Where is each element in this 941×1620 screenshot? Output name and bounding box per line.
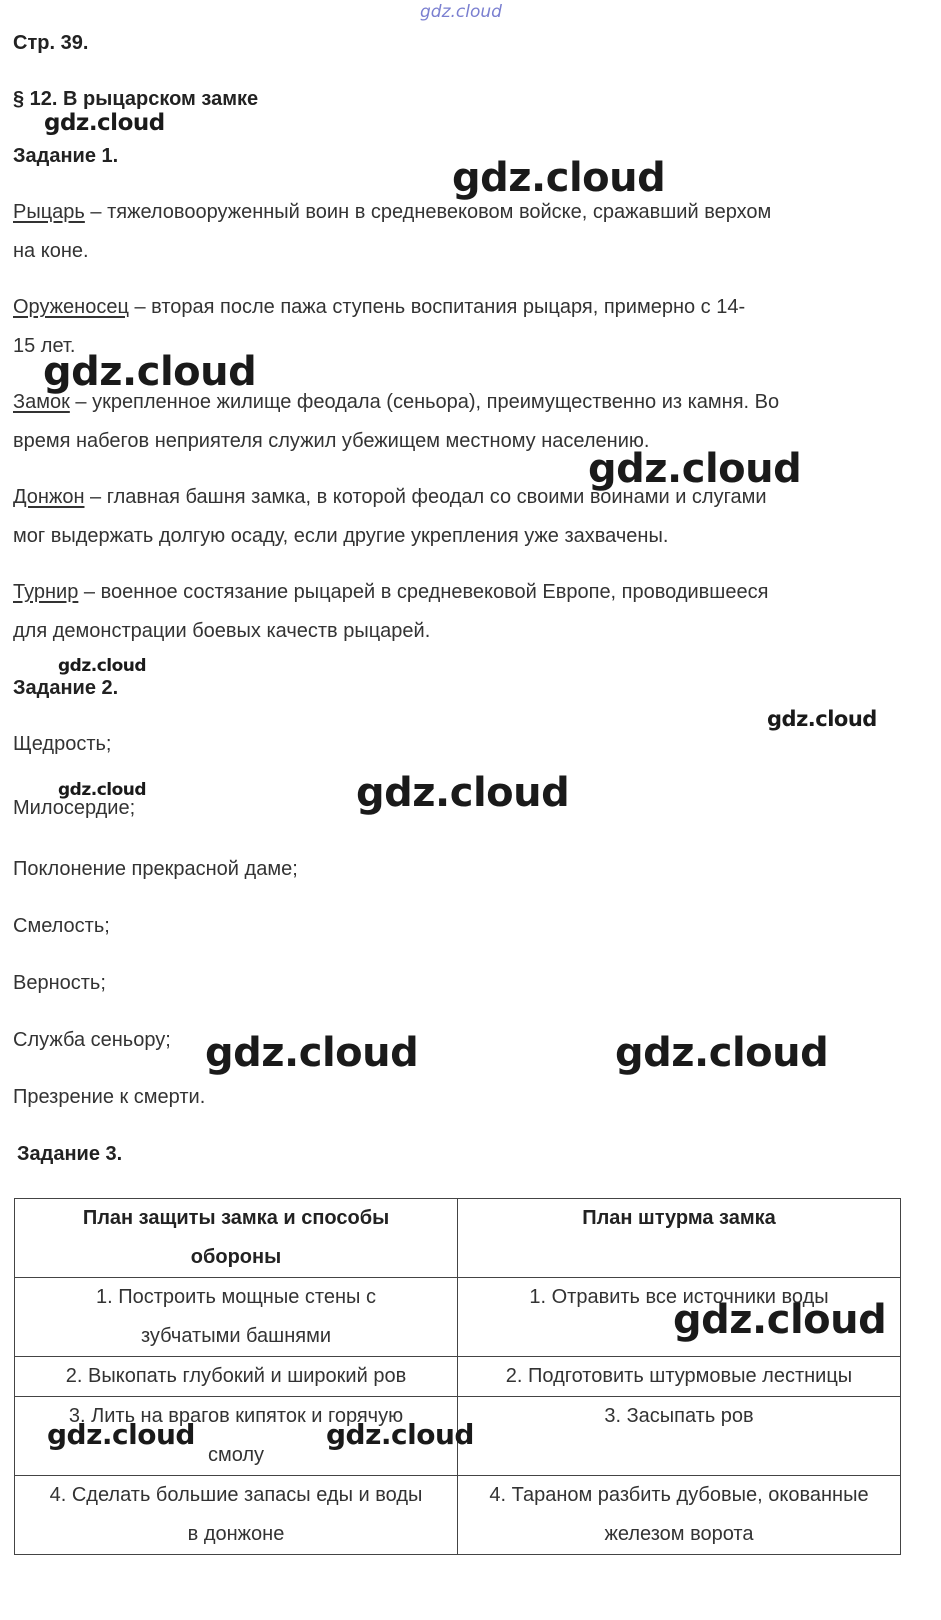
definition-knight [13,193,771,271]
definition-text-cont: мог выдержать долгую осаду, если другие укрепления уже захвачены. [13,525,669,547]
table-row [15,1476,901,1555]
watermark: gdz.cloud [205,1030,419,1076]
top-watermark: gdz.cloud [420,2,502,22]
cell-text: 1. Построить мощные стены с [96,1286,376,1308]
task2-title: Задание 2. [13,677,119,699]
list-item: Презрение к смерти. [13,1086,206,1108]
term: Турнир [13,581,79,603]
list-item: Милосердие; [13,797,136,819]
cell-text: смолу [207,1444,265,1466]
list-item: Служба сеньору; [13,1029,171,1051]
task3-title: Задание 3. [17,1143,123,1165]
definition-text: – военное состязание рыцарей в средневековой Европе, проводившееся [78,581,769,603]
watermark: gdz.cloud [767,707,877,731]
term: Рыцарь [13,201,85,223]
cell-text: 4. Тараном разбить дубовые, окованные [489,1484,869,1506]
watermark: gdz.cloud [588,446,802,492]
list-item: Верность; [13,972,106,994]
definition-text-cont: время набегов неприятеля служил убежищем местному населению. [13,430,650,452]
watermark: gdz.cloud [615,1030,829,1076]
definition-text-cont: для демонстрации боевых качеств рыцарей. [13,620,431,642]
definition-tournament [13,573,768,651]
cell-text: в донжоне [187,1523,285,1545]
table-cell [458,1397,901,1476]
cell-text: 4. Сделать большие запасы еды и воды [49,1484,423,1506]
task1-title: Задание 1. [13,145,119,167]
cell-text: 3. Лить на врагов кипяток и горячую [68,1405,404,1427]
header-text: обороны [190,1246,282,1268]
header-assault [458,1199,901,1278]
term: Замок [13,391,70,413]
list-item: Щедрость; [13,733,112,755]
watermark: gdz.cloud [326,1418,474,1451]
watermark: gdz.cloud [58,780,147,800]
definition-text: – вторая после пажа ступень воспитания рыцаря, примерно с 14- [128,296,746,318]
definition-text-cont: на коне. [13,240,89,262]
table-cell [458,1476,901,1555]
table-header-row [15,1199,901,1278]
watermark: gdz.cloud [58,656,147,676]
header-defense [15,1199,458,1278]
cell-text: 1. Отравить все источники воды [529,1286,829,1308]
definition-text: – укрепленное жилище феодала (сеньора), преимущественно из камня. Во [69,391,780,413]
watermark: gdz.cloud [43,349,257,395]
definition-text: – главная башня замка, в которой феодал со своими воинами и слугами [84,486,767,508]
cell-text: зубчатыми башнями [140,1325,332,1347]
definition-text: – тяжеловооруженный воин в средневековом войске, сражавший верхом [84,201,772,223]
table-cell [15,1278,458,1357]
watermark: gdz.cloud [44,110,165,136]
watermark: gdz.cloud [673,1297,887,1343]
watermark: gdz.cloud [452,155,666,201]
cell-text: 2. Выкопать глубокий и широкий ров [65,1365,407,1387]
cell-text: 2. Подготовить штурмовые лестницы [505,1365,853,1387]
watermark: gdz.cloud [356,770,570,816]
list-item: Поклонение прекрасной даме; [13,858,298,880]
table-row [15,1357,901,1397]
definition-text-cont: 15 лет. [13,335,76,357]
table-cell [458,1357,901,1397]
cell-text: железом ворота [604,1523,754,1545]
table-cell [15,1357,458,1397]
header-text: План штурма замка [582,1207,776,1229]
section-title: § 12. В рыцарском замке [13,88,259,110]
term: Оруженосец [13,296,129,318]
plan-table [14,1198,901,1555]
watermark: gdz.cloud [47,1418,195,1451]
page-number: Стр. 39. [13,32,89,54]
cell-text: 3. Засыпать ров [604,1405,754,1427]
list-item: Смелость; [13,915,110,937]
header-text: План защиты замка и способы [82,1207,390,1229]
term: Донжон [13,486,85,508]
table-cell [15,1476,458,1555]
